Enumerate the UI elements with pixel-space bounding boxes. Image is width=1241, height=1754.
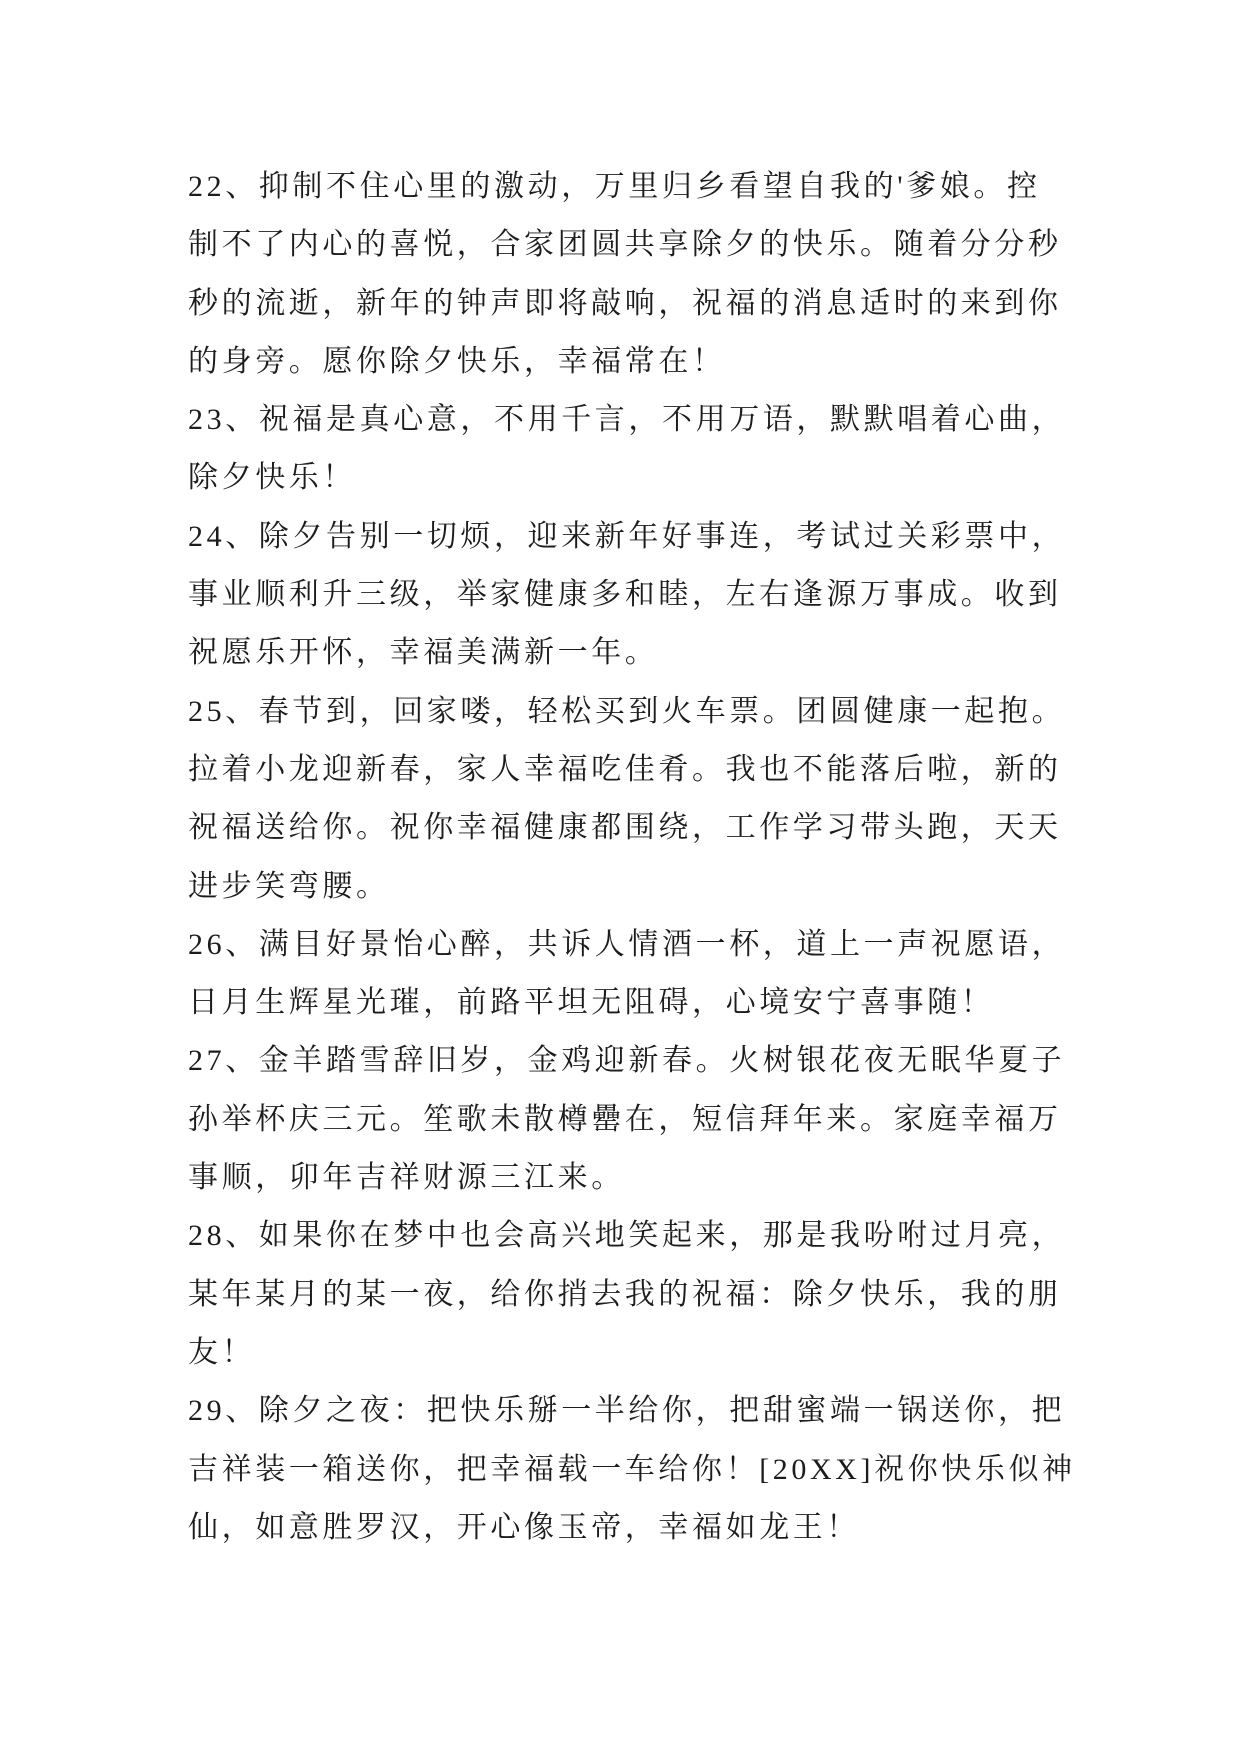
text-line: 某年某月的某一夜，给你捎去我的祝福：除夕快乐，我的朋	[188, 1277, 1062, 1311]
text-line: 秒的流逝，新年的钟声即将敲响，祝福的消息适时的来到你	[188, 286, 1062, 320]
text-line: 除夕快乐！	[188, 461, 356, 495]
paragraph-29	[188, 1382, 1148, 1557]
paragraph-28	[188, 1207, 1148, 1382]
paragraph-26	[188, 916, 1148, 1033]
text-line: 的身旁。愿你除夕快乐，幸福常在！	[188, 344, 726, 378]
paragraph-22	[188, 158, 1148, 391]
text-line: 日月生辉星光璀，前路平坦无阻碍，心境安宁喜事随！	[188, 986, 995, 1020]
text-line: 事业顺利升三级，举家健康多和睦，左右逢源万事成。收到	[188, 578, 1062, 612]
text-line: 进步笑弯腰。	[188, 869, 390, 903]
text-line: 27、金羊踏雪辞旧岁，金鸡迎新春。火树银花夜无眠华夏子	[188, 1044, 1066, 1078]
text-line: 28、如果你在梦中也会高兴地笑起来，那是我吩咐过月亮，	[188, 1219, 1066, 1253]
paragraph-25	[188, 683, 1148, 916]
text-line: 25、春节到，回家喽，轻松买到火车票。团圆健康一起抱。	[188, 694, 1066, 728]
text-line: 23、祝福是真心意，不用千言，不用万语，默默唱着心曲，	[188, 403, 1066, 437]
paragraph-23	[188, 391, 1148, 508]
text-line: 拉着小龙迎新春，家人幸福吃佳肴。我也不能落后啦，新的	[188, 752, 1062, 786]
paragraph-24	[188, 508, 1148, 683]
text-line: 孙举杯庆三元。笙歌未散樽罍在，短信拜年来。家庭幸福万	[188, 1102, 1062, 1136]
text-line: 事顺，卯年吉祥财源三江来。	[188, 1161, 625, 1195]
text-line: 友！	[188, 1335, 256, 1369]
text-line: 29、除夕之夜：把快乐掰一半给你，把甜蜜端一锅送你，把	[188, 1394, 1066, 1428]
document-body	[188, 158, 1148, 1557]
text-line: 吉祥装一箱送你，把幸福载一车给你！[20XX]祝你快乐似神	[188, 1452, 1076, 1486]
paragraph-27	[188, 1032, 1148, 1207]
text-line: 仙，如意胜罗汉，开心像玉帝，幸福如龙王！	[188, 1510, 860, 1544]
text-line: 祝愿乐开怀，幸福美满新一年。	[188, 636, 659, 670]
text-line: 祝福送给你。祝你幸福健康都围绕，工作学习带头跑，天天	[188, 811, 1062, 845]
text-line: 24、除夕告别一切烦，迎来新年好事连，考试过关彩票中，	[188, 519, 1066, 553]
text-line: 22、抑制不住心里的激动，万里归乡看望自我的'爹娘。控	[188, 170, 1041, 203]
text-line: 制不了内心的喜悦，合家团圆共享除夕的快乐。随着分分秒	[188, 228, 1062, 262]
text-line: 26、满目好景怡心醉，共诉人情酒一杯，道上一声祝愿语，	[188, 927, 1066, 961]
